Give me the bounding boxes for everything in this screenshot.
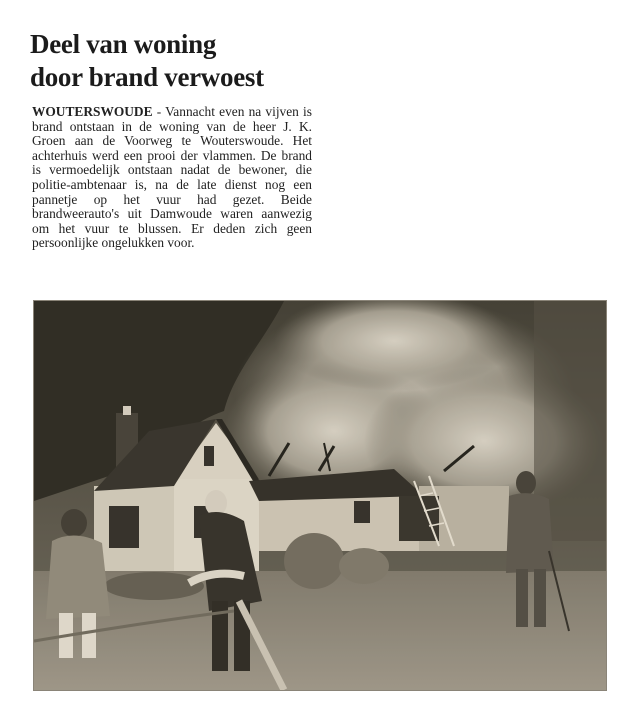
- headline: [30, 28, 370, 94]
- article-body: [32, 105, 312, 251]
- burning-house-photo: [34, 301, 606, 690]
- headline-line-2: door brand verwoest: [30, 62, 264, 92]
- news-photo: [33, 300, 607, 691]
- headline-line-1: Deel van woning: [30, 29, 217, 59]
- article-text: - Vannacht even na vijven is brand ontstaan in de woning van de heer J. K. Groen aan de Voorweg te Wouterswoude. Het achterhuis werd een prooi der vlammen. De brand is vermoedelijk ontstaan nadat de bewoner, die politie-ambtenaar is, na de late dienst nog een pannetje op het vuur had gezet. Beide brandweerauto's uit Damwoude waren aanwezig om het vuur te blussen. Er deden zich geen persoonlijke ongelukken voor.: [32, 104, 312, 251]
- dateline: WOUTERSWOUDE: [32, 104, 153, 119]
